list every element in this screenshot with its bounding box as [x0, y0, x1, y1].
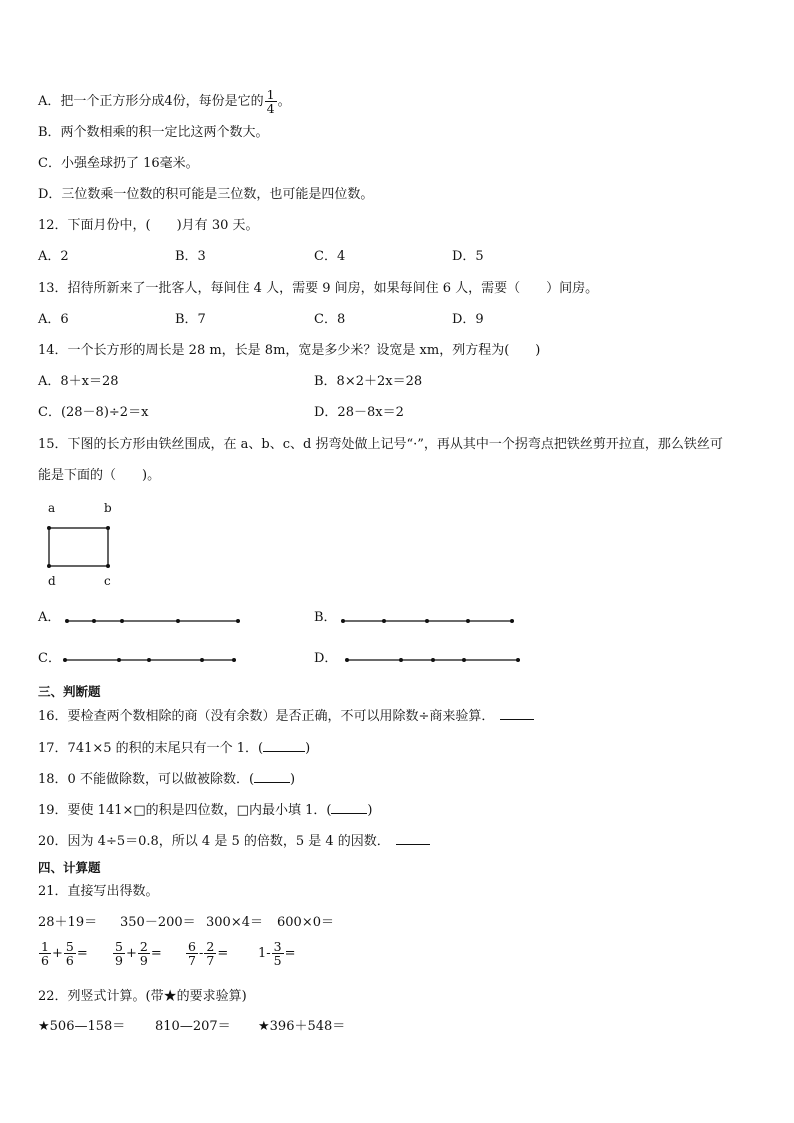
q14-option-b: B．8×2＋2x＝28 [314, 374, 423, 389]
question-14-stem: 14．一个长方形的周长是 28 m，长是 8m，宽是多少米？设宽是 xm，列方程为( ) [38, 343, 541, 358]
wire-option-b-dot [382, 619, 386, 623]
fraction-calc-item [38, 940, 88, 967]
question-16 [38, 707, 534, 726]
corner-label-c: c [104, 574, 111, 588]
q13-option-c: C．8 [314, 312, 346, 327]
operator: + [125, 946, 137, 961]
wire-option-a-dot [176, 619, 180, 623]
question-18 [38, 770, 295, 789]
fraction [64, 940, 76, 967]
wire-option-c-dot [147, 658, 151, 662]
answer-blank[interactable] [254, 770, 290, 783]
wire-rectangle [49, 528, 108, 566]
paren-close: ) [290, 772, 296, 787]
option-a-suffix: 。 [277, 94, 291, 109]
fraction-one-quarter [265, 88, 277, 115]
wire-figure [0, 495, 794, 675]
question-17 [38, 739, 310, 758]
equals: = [150, 946, 162, 961]
wire-option-a-dot [92, 619, 96, 623]
answer-blank[interactable] [331, 801, 367, 814]
fraction-calc-item [112, 940, 162, 967]
wire-option-c-dot [63, 658, 67, 662]
fraction [204, 940, 216, 967]
question-12-stem: 12．下面月份中，( )月有 30 天。 [38, 218, 259, 233]
option-c-line: C．小强垒球扔了 16毫米。 [38, 156, 199, 171]
question-13-stem: 13．招待所新来了一批客人，每间住 4 人，需要 9 间房，如果每间住 6 人，需要（ ）间房。 [38, 281, 599, 296]
fraction-calc-item [258, 940, 296, 967]
denominator: 9 [115, 953, 123, 968]
q14-option-a: A．8＋x＝28 [38, 374, 119, 389]
q14-option-c: C．(28－8)÷2＝x [38, 405, 149, 420]
question-18-text: 18．0 不能做除数，可以做被除数．( [38, 772, 255, 787]
wire-option-a-dot [65, 619, 69, 623]
denominator: 7 [206, 953, 215, 968]
wire-option-d-dot [399, 658, 403, 662]
question-17-text: 17．741×5 的积的末尾只有一个 1．( [38, 741, 264, 756]
fraction [138, 940, 150, 967]
calc-item: 300×4＝ [206, 915, 263, 930]
question-20-text: 20．因为 4÷5＝0.8，所以 4 是 5 的倍数，5 是 4 的因数． [38, 834, 390, 849]
option-d-line: D．三位数乘一位数的积可能是三位数，也可能是四位数。 [38, 187, 374, 202]
paren-close: ) [367, 803, 373, 818]
question-16-text: 16．要检查两个数相除的商（没有余数）是否正确，不可以用除数÷商来验算． [38, 709, 495, 724]
wire-option-a-dot [236, 619, 240, 623]
wire-option-d-dot [345, 658, 349, 662]
option-a-line [38, 88, 291, 115]
vertical-calc-item: 810—207＝ [155, 1019, 231, 1034]
calc-item: 600×0＝ [277, 915, 334, 930]
wire-option-c-dot [200, 658, 204, 662]
question-20 [38, 832, 430, 851]
fraction-calc-item [185, 940, 228, 967]
wire-option-c-dot [232, 658, 236, 662]
question-19 [38, 801, 373, 820]
wire-option-c-dot [117, 658, 121, 662]
wire-option-b-dot [510, 619, 514, 623]
numerator: 5 [115, 939, 123, 954]
q12-option-a: A．2 [38, 249, 69, 264]
numerator: 5 [65, 939, 74, 954]
equals: = [76, 946, 88, 961]
question-22: 22．列竖式计算。(带★的要求验算) [38, 989, 247, 1004]
numerator: 6 [188, 939, 196, 954]
answer-blank[interactable] [500, 707, 534, 720]
answer-blank[interactable] [396, 832, 430, 845]
option-a-text: A．把一个正方形分成4份，每份是它的 [38, 94, 264, 109]
q13-option-b: B．7 [175, 312, 206, 327]
corner-dot-d [47, 564, 51, 568]
q13-option-d: D．9 [452, 312, 484, 327]
vertical-calc-item: ★506—158＝ [38, 1019, 126, 1034]
wire-option-d-dot [431, 658, 435, 662]
paren-close: ) [305, 741, 311, 756]
fraction-denominator: 4 [266, 101, 275, 116]
option-b-line: B．两个数相乘的积一定比这两个数大。 [38, 125, 269, 140]
equals: = [284, 946, 296, 961]
question-19-text: 19．要使 141×□的积是四位数，□内最小填 1．( [38, 803, 332, 818]
wire-option-b-dot [466, 619, 470, 623]
corner-label-b: b [104, 501, 112, 515]
wire-option-d-dot [516, 658, 520, 662]
section-4-title: 四、计算题 [38, 860, 101, 875]
q13-option-a: A．6 [38, 312, 69, 327]
q12-option-d: D．5 [452, 249, 484, 264]
denominator: 6 [41, 953, 49, 968]
corner-dot-c [106, 564, 110, 568]
numerator: 2 [139, 939, 148, 954]
corner-dot-a [47, 526, 51, 530]
wire-option-c-label: C． [38, 651, 61, 666]
fraction [39, 940, 51, 967]
denominator: 9 [139, 953, 148, 968]
vertical-calc-item: ★396＋548＝ [258, 1019, 346, 1034]
denominator: 6 [65, 953, 74, 968]
wire-option-b-dot [341, 619, 345, 623]
calc-item: 350－200＝ [120, 915, 196, 930]
wire-option-a-label: A． [38, 610, 61, 625]
calc-item: 28＋19＝ [38, 915, 98, 930]
denominator: 7 [188, 953, 196, 968]
fraction [186, 940, 198, 967]
numerator: 3 [273, 939, 282, 954]
q12-option-b: B．3 [175, 249, 206, 264]
wire-option-b-dot [425, 619, 429, 623]
corner-label-d: d [48, 574, 56, 588]
q14-option-d: D．28－8x＝2 [314, 405, 404, 420]
operator: + [51, 946, 63, 961]
q12-option-c: C．4 [314, 249, 346, 264]
numerator: 1 [41, 939, 49, 954]
numerator: 2 [206, 939, 215, 954]
wire-option-b-label: B． [314, 610, 337, 625]
denominator: 5 [273, 953, 282, 968]
corner-label-a: a [48, 501, 56, 515]
section-3-title: 三、判断题 [38, 684, 101, 699]
fraction [272, 940, 284, 967]
question-15-stem-line2: 能是下面的（ )。 [38, 468, 161, 483]
corner-dot-b [106, 526, 110, 530]
answer-blank[interactable] [263, 739, 305, 752]
fraction-numerator: 1 [266, 87, 275, 102]
whole-number: 1- [258, 946, 271, 961]
equals: = [217, 946, 229, 961]
operator: - [198, 946, 204, 961]
wire-option-a-dot [120, 619, 124, 623]
wire-option-d-dot [462, 658, 466, 662]
fraction [113, 940, 125, 967]
question-15-stem-line1: 15．下图的长方形由铁丝围成，在 a、b、c、d 拐弯处做上记号“·”，再从其中一个拐弯点把铁丝剪开拉直，那么铁丝可 [38, 437, 723, 452]
wire-option-d-label: D． [314, 651, 338, 666]
question-21: 21．直接写出得数。 [38, 884, 159, 899]
